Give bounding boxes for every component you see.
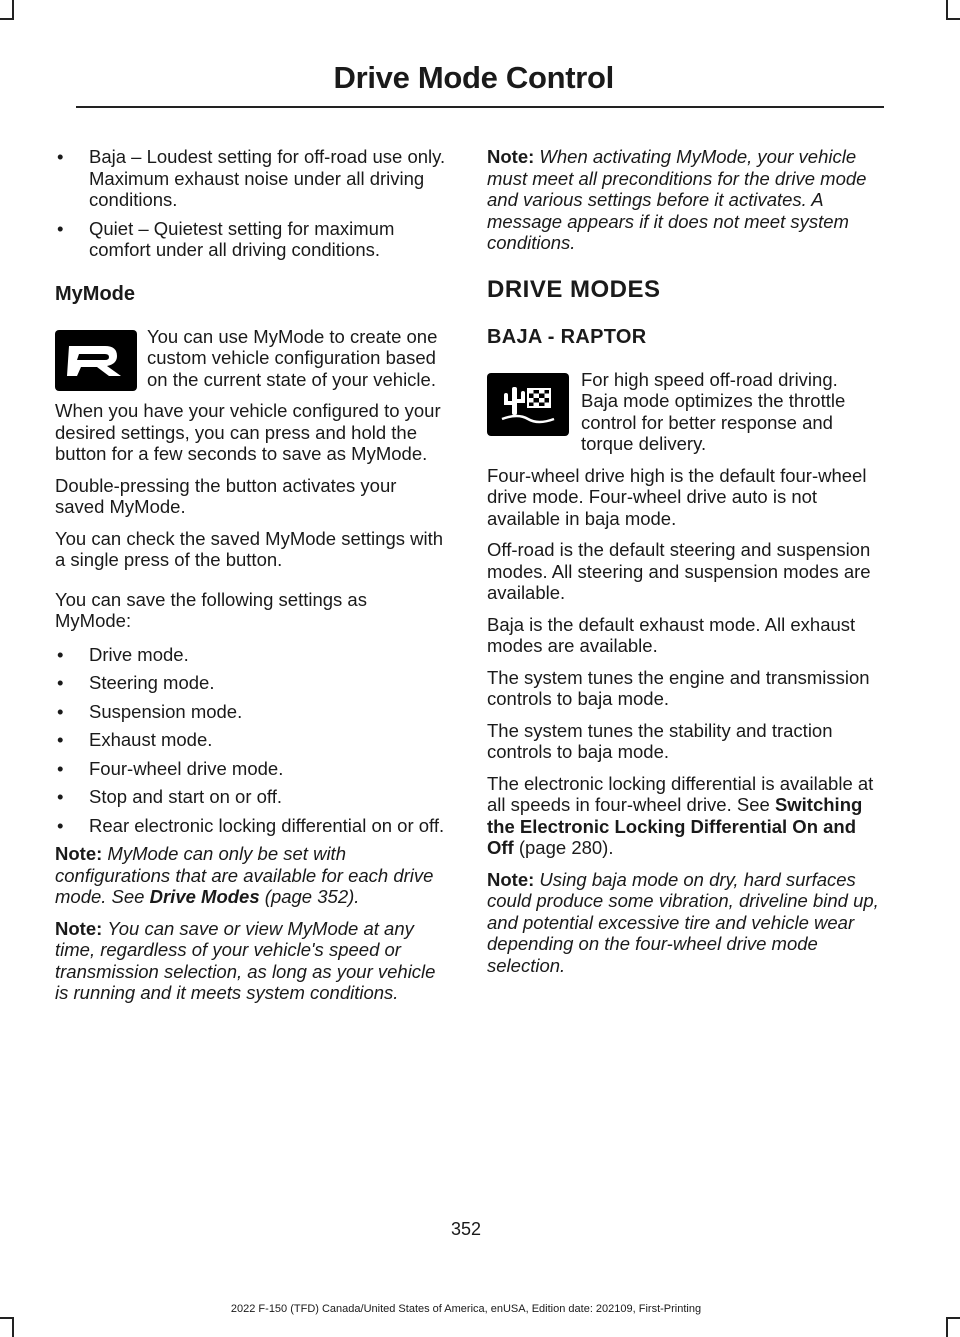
mymode-heading: MyMode — [55, 282, 135, 305]
paragraph: Four-wheel drive high is the default four-wheel drive mode. Four-wheel drive auto is not available in baja mode. — [487, 464, 867, 529]
list-item: • Steering mode. — [55, 672, 447, 694]
crop-mark — [12, 0, 14, 20]
mymode-intro: You can use MyMode to create one custom vehicle configuration based on the current state of your vehicle. — [55, 326, 447, 391]
paragraph: The system tunes the engine and transmission controls to baja mode. — [487, 666, 870, 709]
note: Note: MyMode can only be set with configurations that are available for each drive mode. See Drive Modes (page 352). — [55, 843, 434, 907]
list-item: • Quiet – Quietest setting for maximum comfort under all driving conditions. — [55, 218, 447, 261]
paragraph: The system tunes the stability and traction controls to baja mode. — [487, 719, 833, 762]
paragraph: You can check the saved MyMode settings with a single press of the button. — [55, 527, 444, 570]
left-column — [55, 146, 447, 1014]
note: Note: Using baja mode on dry, hard surfaces could produce some vibration, driveline bind up, and potential excessive tire and vehicle wear depending on the four-wheel drive mode selection. — [487, 868, 879, 976]
right-column — [487, 146, 879, 986]
paragraph: Off-road is the default steering and suspension modes. All steering and suspension modes are available. — [487, 539, 871, 603]
footer: 2022 F-150 (TFD) Canada/United States of America, enUSA, Edition date: 202109, First-Printing — [230, 1303, 702, 1315]
list-item: • Drive mode. — [55, 644, 447, 666]
baja-cactus-flag-icon — [487, 373, 569, 436]
header-rule — [76, 106, 884, 108]
list-item: • Four-wheel drive mode. — [55, 758, 447, 780]
list-item: • Baja – Loudest setting for off-road use only. Maximum exhaust noise under all driving conditions. — [55, 146, 447, 211]
crop-mark — [946, 18, 960, 20]
crop-mark — [12, 1317, 14, 1337]
crop-mark — [946, 0, 948, 20]
note: Note: When activating MyMode, your vehicle must meet all preconditions for the drive mode and various settings before it activates. A message appears if it does not meet system conditions. — [487, 146, 867, 253]
paragraph: Baja is the default exhaust mode. All exhaust modes are available. — [487, 613, 856, 656]
mymode-r-icon — [55, 330, 137, 391]
drive-modes-link[interactable]: Drive Modes — [149, 886, 260, 907]
baja-intro: For high speed off-road driving. Baja mode optimizes the throttle control for better response and torque delivery. — [487, 369, 879, 455]
list-item: • Rear electronic locking differential on or off. — [55, 815, 447, 837]
section-heading: DRIVE MODES — [487, 275, 661, 303]
paragraph: When you have your vehicle configured to your desired settings, you can press and hold the button for a few seconds to save as MyMode. — [55, 400, 441, 464]
crop-mark — [946, 1317, 960, 1319]
crop-mark — [0, 18, 14, 20]
crop-mark — [946, 1317, 948, 1337]
paragraph: Double-pressing the button activates your saved MyMode. — [55, 474, 397, 517]
paragraph: The electronic locking differential is available at all speeds in four-wheel drive. See Switching the Electronic Locking Differential On and Off (page 280). — [487, 772, 874, 858]
paragraph: You can save the following settings as MyMode: — [55, 588, 367, 631]
list-item: • Stop and start on or off. — [55, 786, 447, 808]
note: Note: You can save or view MyMode at any time, regardless of your vehicle's speed or transmission selection, as long as your vehicle is running and it meets system conditions. — [55, 917, 436, 1003]
crop-mark — [0, 1317, 14, 1319]
list-item: • Suspension mode. — [55, 701, 447, 723]
sub-heading: BAJA - RAPTOR — [487, 325, 647, 348]
page-number: 352 — [450, 1219, 482, 1239]
locking-differential-link[interactable]: Switching the Electronic Locking Differential On and Off — [487, 794, 863, 858]
list-item: • Exhaust mode. — [55, 729, 447, 751]
page-title: Drive Mode Control — [333, 60, 614, 95]
